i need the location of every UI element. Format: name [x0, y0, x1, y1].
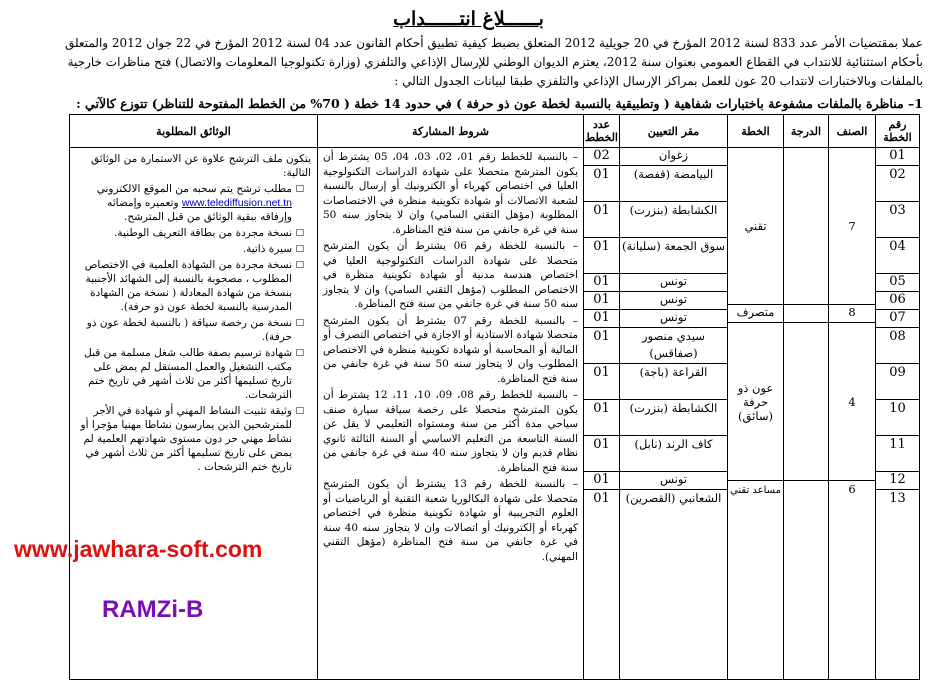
- location-value: الكشابطة (بنزرت): [620, 400, 727, 436]
- plan-number: 09: [876, 364, 919, 400]
- site-watermark: www.jawhara-soft.com: [14, 536, 263, 562]
- plan-number: 05: [876, 274, 919, 292]
- count-value: 02: [584, 148, 619, 166]
- post-value: عون ذو حرفة (سائق): [728, 323, 783, 481]
- location-value: تونس: [620, 310, 727, 328]
- plan-number-column: [876, 148, 920, 680]
- location-value: الكشابطة (بنزرت): [620, 202, 727, 238]
- count-column: [584, 148, 620, 680]
- header-documents: الوثائق المطلوبة: [70, 115, 318, 148]
- header-count: عدد الخطط: [584, 115, 620, 148]
- condition-paragraph: – بالنسبة للخطط رقم 01، 02، 03، 04، 05 يشترط أن يكون المترشح متحصلا على شهادة الدراسات التكنولوجية العليا في اختصاص كهرباء أو الكترونيك أو إرسال بالنسبة لشعبة الاتصالات أو شهادة تكوينية منظرة في الاختصاصات المطلوبة (مؤهل التقني السامي) وان لا يتجاوز سنه 50 سنة في غرة جانفي من سنة فتح المناظرة.: [323, 151, 578, 236]
- count-value: 01: [584, 274, 619, 292]
- header-location: مقر التعيين: [620, 115, 728, 148]
- count-value: 01: [584, 238, 619, 274]
- plan-number: 08: [876, 328, 919, 364]
- post-column: [728, 148, 784, 680]
- conditions-cell: [318, 148, 584, 680]
- grade-column: [784, 148, 829, 680]
- post-value: تقني: [728, 148, 783, 305]
- document-text: مطلب ترشح يتم سحبه من الموقع الالكتروني: [96, 183, 292, 195]
- plan-number: 02: [876, 166, 919, 202]
- location-value: تونس: [620, 472, 727, 490]
- table-header-row: [70, 115, 920, 148]
- document-item: □ نسخة مجردة من الشهادة العلمية في الاختصاص المطلوب ، مصحوبة بالنسبة إلى الشهائد الأجنبية بنسخة من شهادة المعادلة ( نسخة من الشهادة المدرسية بالنسبة لخطة عون ذو حرفة).: [76, 258, 301, 314]
- plan-number: 01: [876, 148, 919, 166]
- count-value: 01: [584, 364, 619, 400]
- condition-paragraph: – بالنسبة للخطط رقم 08، 09، 10، 11، 12 يشترط أن يكون المترشح متحصلا على رخصة سياقة سيارة صنف سياحي مدة أكثر من سنة ومستواه التعليمي لا يقل عن السنة التاسعة من التعليم الاساسي أو السنة الثالثة ثانوي نظام قديم وان لا يتجاوز سنه 40 سنة في غرة جانفي من سنة فتح المناظرة.: [323, 389, 578, 474]
- location-column: [620, 148, 728, 680]
- count-value: 01: [584, 292, 619, 310]
- intro-paragraph: [13, 34, 923, 91]
- plan-number: 04: [876, 238, 919, 274]
- header-conditions: شروط المشاركة: [318, 115, 584, 148]
- category-value: 4: [829, 323, 875, 481]
- count-value: 01: [584, 472, 619, 490]
- post-value: متصرف: [728, 305, 783, 323]
- category-value: 6: [848, 482, 856, 496]
- document-text: وتعميره وإمضائه وإرفاقه ببقية الوثائق من قبل المترشح.: [107, 197, 292, 223]
- location-value: البيامضة (قفصة): [620, 166, 727, 202]
- location-value: الشعانبي (القصرين): [625, 491, 722, 505]
- document-item: □ نسخة مجردة من بطاقة التعريف الوطنية.: [76, 226, 301, 240]
- count-value: 01: [584, 202, 619, 238]
- document-item: □ وثيقة تثبيت النشاط المهني أو شهادة في الأجر للمترشحين الذين يمارسون نشاطا مهنيا مؤجرا أو نشاط مهني حر دون مستوى شهادتهم العلمية لم يمض على تاريخ تسليمها أكثر من ثلاث أشهر في تاريخ ختم الترشحات .: [76, 404, 301, 474]
- plan-number: 12: [876, 472, 919, 490]
- count-value: 01: [584, 436, 619, 472]
- count-value: 01: [584, 400, 619, 436]
- plan-number: 06: [876, 292, 919, 310]
- location-value: القراعة (باجة): [620, 364, 727, 400]
- document-item: □ نسخة من رخصة سياقة ( بالنسبة لخطة عون ذو حرفة).: [76, 316, 301, 344]
- page-title: بــــــلاغ انتــــــداب: [393, 8, 544, 30]
- plan-number: 03: [876, 202, 919, 238]
- location-value: تونس: [620, 292, 727, 310]
- documents-list: [76, 182, 311, 474]
- document-item: □ سيرة ذاتية.: [76, 242, 301, 256]
- location-value: كاف الرند (نابل): [620, 436, 727, 472]
- plan-number: 10: [876, 400, 919, 436]
- document-item: □ شهادة ترسيم بصفة طالب شغل مسلمة من قبل مكتب التشغيل والعمل المستقل لم يمض على تاريخ تسليمها أكثر من ثلاث أشهر في تاريخ ختم الترشحات.: [76, 346, 301, 402]
- count-value: 01: [584, 310, 619, 328]
- location-value: سوق الجمعة (سليانة): [620, 238, 727, 274]
- intro-line: بأحكام استثنائية للانتداب في القطاع العمومي بعنوان سنة 2012، يعتزم الديوان الوطني للإرسال الإذاعي والتلفزي (وزارة تكنولوجيا المعلومات والاتصال) فتح مناظرات خارجية: [67, 55, 923, 69]
- condition-paragraph: – بالنسبة للخطة رقم 06 يشترط أن يكون المترشح متحصلا على شهادة الدراسات التكنولوجية العليا في اختصاص هندسة مدنية أو شهادة تكوينية منظرة في الاختصاص المطلوب (مؤهل التقني السامي) وان لا يتجاوز سنه 50 سنة في غرة جانفي من سنة فتح المناظرة.: [323, 240, 578, 310]
- location-value: تونس: [620, 274, 727, 292]
- intro-line: عملا بمقتضيات الأمر عدد 833 لسنة 2012 المؤرخ في 20 جويلية 2012 المتعلق بضبط كيفية تطبيق أحكام القانون عدد 04 لسنة 2012 المؤرخ في 22 جوان 2012 والمتعلق: [64, 36, 923, 50]
- documents-intro: يتكون ملف الترشح علاوة عن الاستمارة من الوثائق التالية:: [90, 153, 311, 179]
- intro-line: بالملفات وبالاختبارات لانتداب 20 عون للعمل بمراكز الإرسال الإذاعي والتلفزي طبقا لبيانات الجدول التالي :: [394, 74, 923, 88]
- header-category: الصنف: [829, 115, 876, 148]
- condition-paragraph: – بالنسبة للخطة رقم 07 يشترط أن يكون المترشح متحصلا شهادة الاستاذية أو الاجازة في اختصاص التصرف أو المالية أو المحاسبة أو شهادة تكوينية منظرة في الاختصاص المطلوب وان لا يتجاوز سنه 50 سنة في غرة جانفي من سنة فتح المناظرة.: [323, 314, 578, 385]
- header-post: الخطة: [728, 115, 784, 148]
- count-value: 01: [593, 491, 610, 506]
- count-value: 01: [584, 328, 619, 364]
- condition-paragraph: – بالنسبة للخطة رقم 13 يشترط أن يكون المترشح متحصلا على شهادة البكالوريا شعبة التقنية أو الرياضيات أو العلوم التجريبية أو شهادة تكوينية منظرة في اختصاص كهرباء أو إلكترونيك أو اتصالات وان لا يتجاوز سنه 40 سنة في غرة جانفي من سنة فتح المناظرة (مؤهل التقني المهني).: [323, 478, 579, 563]
- post-value: مساعد تقني: [730, 485, 781, 496]
- header-grade: الدرجة: [784, 115, 829, 148]
- plan-number: 13: [889, 491, 906, 506]
- section-heading: 1– مناظرة بالملفات مشفوعة باختبارات شفاهية ( وتطبيقية بالنسبة لخطة عون ذو حرفة ) في حدود 14 خطة ( 70% من الخطط المفتوحة للتناظر) تتوزع كالآتي :: [76, 96, 923, 111]
- location-value: زغوان: [620, 148, 727, 166]
- category-value: 8: [829, 305, 875, 323]
- author-watermark: RAMZi-B: [102, 596, 204, 623]
- telediffusion-link[interactable]: www.telediffusion.net.tn: [181, 197, 292, 209]
- location-value: سيدي منصور (صفاقس): [620, 328, 727, 364]
- count-value: 01: [584, 166, 619, 202]
- header-plan-no: رقم الخطة: [876, 115, 920, 148]
- plan-number: 11: [876, 436, 919, 472]
- plan-number: 07: [876, 310, 919, 328]
- category-column: [829, 148, 876, 680]
- category-value: 7: [829, 148, 875, 305]
- document-item: [76, 182, 301, 224]
